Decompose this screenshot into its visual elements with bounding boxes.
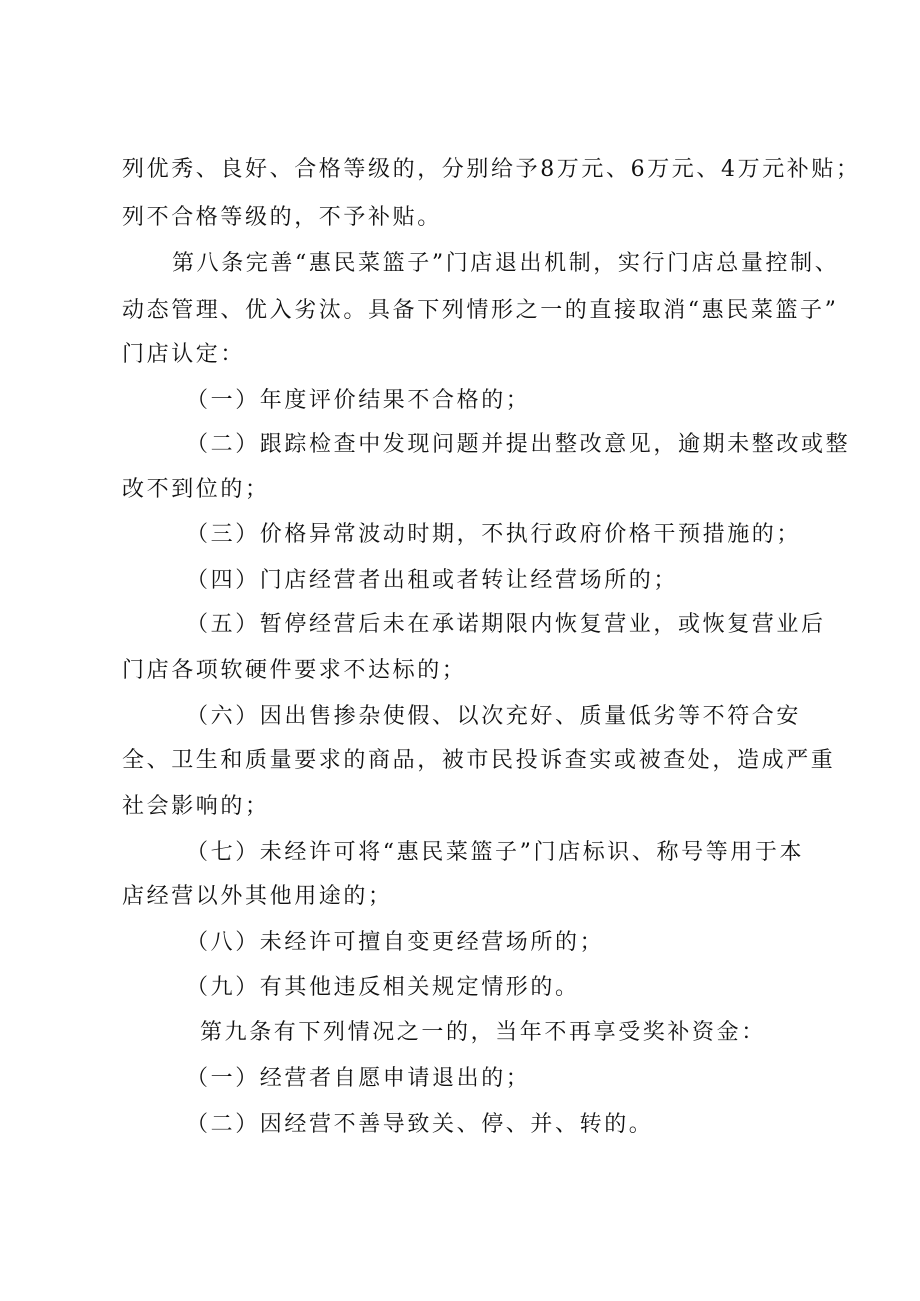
list-item-continuation: 门店各项软硬件要求不达标的； (122, 658, 467, 683)
text-line: 列不合格等级的，不予补贴。 (122, 205, 442, 230)
list-item: （七）未经许可将“惠民菜篮子”门店标识、称号等用于本 (186, 840, 805, 865)
article-8-heading: 第八条完善“惠民菜篮子”门店退出机制，实行门店总量控制、 (172, 251, 840, 276)
list-item: （三）价格异常波动时期，不执行政府价格干预措施的； (186, 522, 802, 547)
text-line: 动态管理、优入劣汰。具备下列情形之一的直接取消“惠民菜篮子” (122, 298, 839, 323)
text-line: 列优秀、良好、合格等级的，分别给予8万元、6万元、4万元补贴； (122, 157, 861, 182)
list-item: （二）因经营不善导致关、停、并、转的。 (186, 1112, 654, 1137)
list-item-continuation: 社会影响的； (122, 794, 270, 819)
text-line: 门店认定： (122, 342, 246, 367)
list-item: （六）因出售掺杂使假、以次充好、质量低劣等不符合安 (186, 704, 802, 729)
list-item-continuation: 全、卫生和质量要求的商品，被市民投诉查实或被查处，造成严重 (122, 748, 836, 773)
list-item: （四）门店经营者出租或者转让经营场所的； (186, 568, 679, 593)
list-item-continuation: 店经营以外其他用途的； (122, 884, 393, 909)
list-item: （九）有其他违反相关规定情形的。 (186, 975, 580, 1000)
list-item: （二）跟踪检查中发现问题并提出整改意见，逾期未整改或整 (186, 432, 851, 457)
list-item-continuation: 改不到位的； (122, 477, 270, 502)
list-item: （八）未经许可擅自变更经营场所的； (186, 930, 605, 955)
article-9-heading: 第九条有下列情况之一的，当年不再享受奖补资金： (200, 1020, 766, 1045)
list-item: （一）年度评价结果不合格的； (186, 388, 531, 413)
list-item: （一）经营者自愿申请退出的； (186, 1066, 531, 1091)
list-item: （五）暂停经营后未在承诺期限内恢复营业，或恢复营业后 (186, 612, 826, 637)
